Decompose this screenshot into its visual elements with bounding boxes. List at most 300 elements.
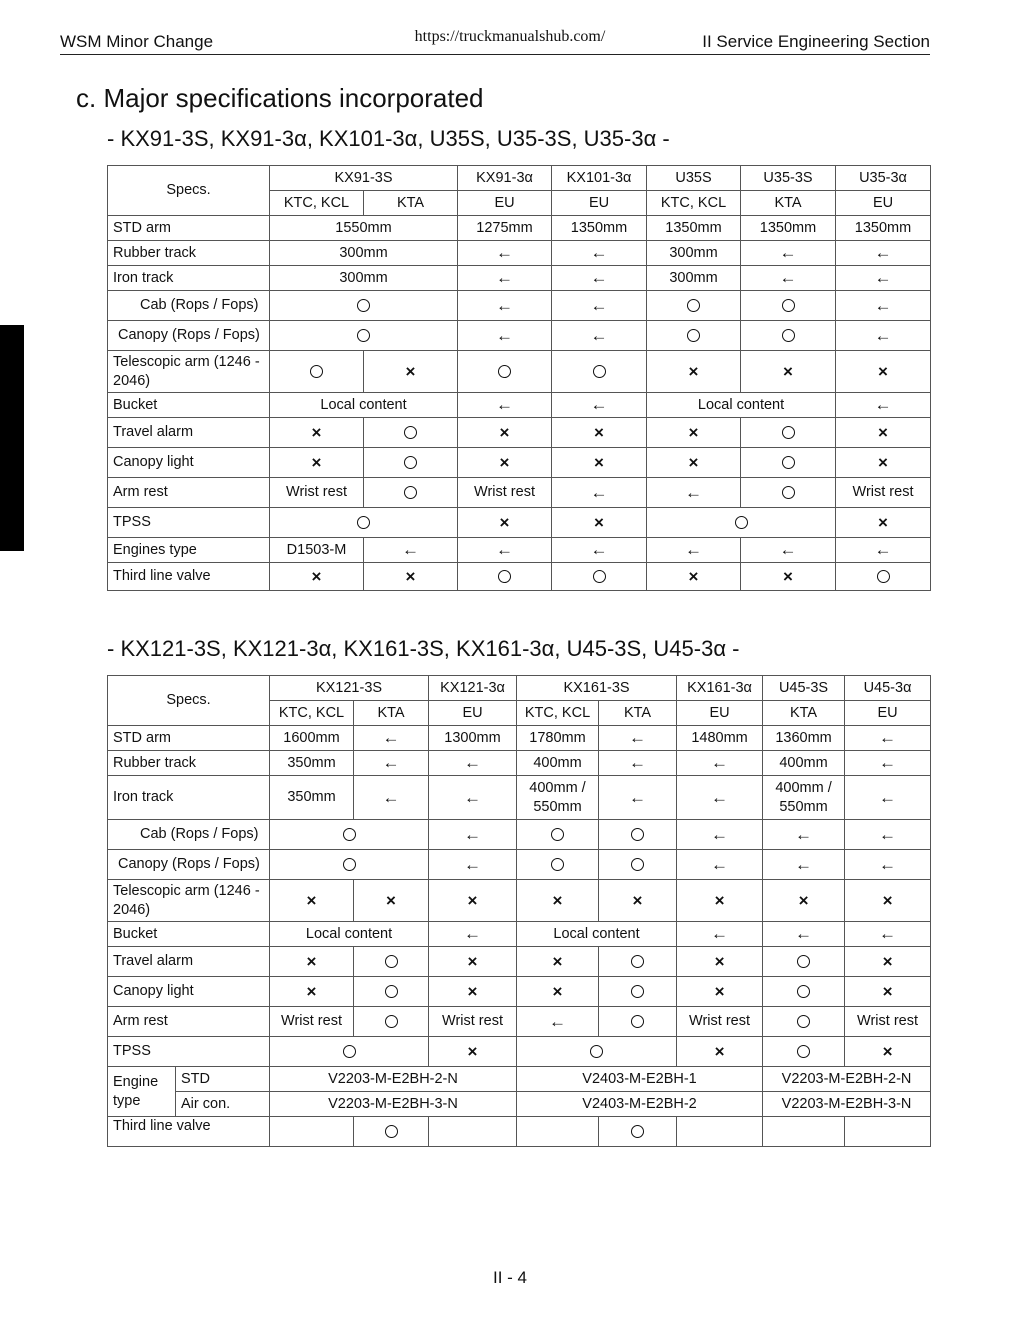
cross-icon: × — [688, 452, 699, 472]
arrow-left-icon: ← — [629, 787, 647, 807]
same-as-left-cell — [677, 850, 763, 880]
circle-cell — [763, 977, 845, 1007]
cross-icon: × — [783, 566, 793, 586]
arrow-left-icon: ← — [711, 854, 729, 874]
same-as-left-cell — [836, 241, 931, 266]
region-header: KTC, KCL — [517, 701, 599, 726]
region-header: EU — [836, 191, 931, 216]
arrow-left-icon: ← — [874, 243, 892, 263]
header-left-text: WSM Minor Change — [60, 32, 214, 51]
same-as-left-cell — [364, 538, 458, 563]
region-header: EU — [677, 701, 763, 726]
same-as-left-cell — [429, 922, 517, 947]
table-row — [108, 776, 931, 820]
circle-icon — [593, 365, 606, 378]
engine-model: V2403-M-E2BH-1 — [517, 1067, 763, 1092]
cross-icon: × — [714, 951, 725, 971]
arrow-left-icon: ← — [590, 540, 608, 560]
circle-icon — [782, 486, 795, 499]
spec-value: 300mm — [647, 266, 741, 291]
cross-icon: × — [467, 1041, 478, 1061]
circle-icon — [593, 570, 606, 583]
region-header: KTA — [763, 701, 845, 726]
table-row — [108, 241, 931, 266]
table2-subtitle: - KX121-3S, KX121-3α, KX161-3S, KX161-3α, U45-3S, U45-3α - — [107, 636, 740, 661]
cross-icon: × — [499, 452, 510, 472]
table-row — [108, 1007, 931, 1037]
cross-icon: × — [311, 452, 322, 472]
same-as-left-cell — [552, 393, 647, 418]
circle-cell — [741, 321, 836, 351]
spec-value: Wrist rest — [836, 478, 931, 508]
engine-type-label: Engine type — [108, 1067, 176, 1117]
engine-sub-label: Air con. — [176, 1092, 270, 1117]
table-row — [108, 1117, 931, 1147]
cross-icon: × — [467, 890, 478, 910]
engine-sub-label: STD — [176, 1067, 270, 1092]
same-as-left-cell — [517, 1007, 599, 1037]
same-as-left-cell — [845, 776, 931, 820]
cross-icon: × — [688, 566, 699, 586]
row-label: Third line valve — [108, 563, 270, 591]
spec-value: 1550mm — [270, 216, 458, 241]
cross-cell — [429, 947, 517, 977]
table-row — [108, 1037, 931, 1067]
same-as-left-cell — [845, 922, 931, 947]
same-as-left-cell — [836, 266, 931, 291]
cross-icon: × — [882, 890, 893, 910]
circle-icon — [782, 456, 795, 469]
cross-icon: × — [878, 512, 888, 532]
cross-cell — [270, 947, 354, 977]
circle-cell — [270, 351, 364, 393]
circle-icon — [590, 1045, 603, 1058]
table-row — [108, 977, 931, 1007]
table-row — [108, 448, 931, 478]
circle-cell — [517, 1037, 677, 1067]
circle-cell — [599, 1117, 677, 1147]
row-label: Canopy (Rops / Fops) — [108, 850, 270, 880]
same-as-left-cell — [458, 393, 552, 418]
cross-cell — [552, 508, 647, 538]
engine-row-aircon — [108, 1092, 931, 1117]
row-label: Bucket — [108, 922, 270, 947]
model-header: KX91-3α — [458, 166, 552, 191]
same-as-left-cell — [845, 850, 931, 880]
arrow-left-icon: ← — [874, 395, 892, 415]
row-label: Iron track — [108, 776, 270, 820]
arrow-left-icon: ← — [711, 924, 729, 944]
row-label: Iron track — [108, 266, 270, 291]
row-label: Canopy (Rops / Fops) — [108, 321, 270, 351]
spec-value: 1300mm — [429, 726, 517, 751]
spec-value: 400mm — [517, 751, 599, 776]
cross-cell — [458, 448, 552, 478]
same-as-left-cell — [458, 241, 552, 266]
cross-icon: × — [594, 422, 604, 442]
model-header-row — [108, 166, 931, 191]
section-tab-marker — [0, 325, 24, 551]
arrow-left-icon: ← — [711, 753, 729, 773]
arrow-left-icon: ← — [496, 295, 514, 315]
arrow-left-icon: ← — [464, 753, 482, 773]
specs-header: Specs. — [108, 166, 270, 216]
circle-cell — [552, 351, 647, 393]
cross-icon: × — [594, 452, 604, 472]
arrow-left-icon: ← — [496, 325, 514, 345]
same-as-left-cell — [458, 538, 552, 563]
circle-icon — [797, 1015, 810, 1028]
circle-icon — [631, 985, 644, 998]
cross-cell — [458, 508, 552, 538]
circle-cell — [599, 850, 677, 880]
arrow-left-icon: ← — [874, 295, 892, 315]
cross-icon: × — [552, 981, 563, 1001]
circle-cell — [741, 478, 836, 508]
circle-icon — [404, 486, 417, 499]
circle-icon — [551, 858, 564, 871]
same-as-left-cell — [836, 291, 931, 321]
table-row — [108, 478, 931, 508]
arrow-left-icon: ← — [464, 924, 482, 944]
empty-cell — [677, 1117, 763, 1147]
circle-icon — [687, 329, 700, 342]
region-header: EU — [458, 191, 552, 216]
same-as-left-cell — [458, 321, 552, 351]
circle-cell — [270, 321, 458, 351]
cross-icon: × — [499, 512, 510, 532]
circle-cell — [270, 850, 429, 880]
cross-icon: × — [878, 361, 888, 381]
table-row — [108, 508, 931, 538]
region-header: EU — [552, 191, 647, 216]
circle-cell — [741, 291, 836, 321]
row-label: Arm rest — [108, 478, 270, 508]
cross-cell — [741, 563, 836, 591]
circle-cell — [763, 1007, 845, 1037]
cross-icon: × — [306, 951, 317, 971]
cross-cell — [677, 1037, 763, 1067]
region-header: KTC, KCL — [647, 191, 741, 216]
arrow-left-icon: ← — [590, 243, 608, 263]
same-as-left-cell — [677, 751, 763, 776]
region-header: EU — [429, 701, 517, 726]
cross-cell — [677, 880, 763, 922]
arrow-left-icon: ← — [879, 787, 897, 807]
table-row — [108, 291, 931, 321]
same-as-left-cell — [354, 751, 429, 776]
circle-cell — [354, 1007, 429, 1037]
cross-icon: × — [882, 981, 893, 1001]
table-row — [108, 321, 931, 351]
circle-icon — [631, 1015, 644, 1028]
empty-cell — [270, 1117, 354, 1147]
circle-cell — [458, 563, 552, 591]
same-as-left-cell — [458, 266, 552, 291]
row-label: Cab (Rops / Fops) — [108, 291, 270, 321]
cross-icon: × — [306, 890, 317, 910]
cross-cell — [517, 880, 599, 922]
cross-cell — [270, 977, 354, 1007]
table-row — [108, 418, 931, 448]
circle-cell — [517, 820, 599, 850]
circle-icon — [877, 570, 890, 583]
row-label: Bucket — [108, 393, 270, 418]
same-as-left-cell — [599, 726, 677, 751]
circle-icon — [687, 299, 700, 312]
spec-value: 1600mm — [270, 726, 354, 751]
circle-icon — [797, 985, 810, 998]
arrow-left-icon: ← — [879, 753, 897, 773]
arrow-left-icon: ← — [685, 482, 703, 502]
cross-icon: × — [882, 1041, 893, 1061]
same-as-left-cell — [552, 291, 647, 321]
arrow-left-icon: ← — [711, 787, 729, 807]
model-header-row — [108, 676, 931, 701]
cross-cell — [836, 418, 931, 448]
empty-cell — [517, 1117, 599, 1147]
spec-value: 1350mm — [552, 216, 647, 241]
row-label: TPSS — [108, 508, 270, 538]
cross-cell — [677, 977, 763, 1007]
row-label: Canopy light — [108, 977, 270, 1007]
same-as-left-cell — [458, 291, 552, 321]
table-row — [108, 351, 931, 393]
table-row — [108, 820, 931, 850]
cross-icon: × — [688, 422, 699, 442]
row-label: Rubber track — [108, 751, 270, 776]
circle-cell — [741, 448, 836, 478]
spec-value: Local content — [647, 393, 836, 418]
row-label: Telescopic arm (1246 - 2046) — [108, 351, 270, 393]
circle-icon — [631, 858, 644, 871]
row-label: STD arm — [108, 216, 270, 241]
circle-icon — [343, 828, 356, 841]
engine-row-std — [108, 1067, 931, 1092]
model-header: U45-3S — [763, 676, 845, 701]
circle-cell — [552, 563, 647, 591]
same-as-left-cell — [599, 751, 677, 776]
page-title: c. Major specifications incorporated — [76, 83, 484, 113]
circle-icon — [631, 828, 644, 841]
cross-icon: × — [632, 890, 643, 910]
same-as-left-cell — [354, 776, 429, 820]
cross-cell — [647, 351, 741, 393]
table1-subtitle: - KX91-3S, KX91-3α, KX101-3α, U35S, U35-3S, U35-3α - — [107, 126, 670, 151]
table-row — [108, 726, 931, 751]
circle-icon — [782, 299, 795, 312]
empty-cell — [429, 1117, 517, 1147]
cross-cell — [741, 351, 836, 393]
engine-model: V2203-M-E2BH-3-N — [270, 1092, 517, 1117]
cross-icon: × — [306, 981, 317, 1001]
cross-icon: × — [594, 512, 604, 532]
same-as-left-cell — [845, 751, 931, 776]
same-as-left-cell — [552, 241, 647, 266]
circle-icon — [498, 365, 511, 378]
cross-cell — [552, 418, 647, 448]
cross-icon: × — [386, 890, 396, 910]
arrow-left-icon: ← — [496, 540, 514, 560]
table-row — [108, 393, 931, 418]
table-row — [108, 880, 931, 922]
spec-value: Wrist rest — [458, 478, 552, 508]
header-url-link[interactable]: https://truckmanualshub.com/ — [414, 28, 606, 45]
cross-cell — [458, 418, 552, 448]
region-header: KTC, KCL — [270, 701, 354, 726]
circle-cell — [364, 418, 458, 448]
engine-model: V2203-M-E2BH-2-N — [270, 1067, 517, 1092]
arrow-left-icon: ← — [779, 268, 797, 288]
model-header: KX101-3α — [552, 166, 647, 191]
row-label: Cab (Rops / Fops) — [108, 820, 270, 850]
arrow-left-icon: ← — [382, 728, 400, 748]
arrow-left-icon: ← — [779, 243, 797, 263]
row-label: Telescopic arm (1246 - 2046) — [108, 880, 270, 922]
spec-value: D1503-M — [270, 538, 364, 563]
row-label: TPSS — [108, 1037, 270, 1067]
same-as-left-cell — [429, 820, 517, 850]
row-label: Travel alarm — [108, 947, 270, 977]
cross-cell — [647, 448, 741, 478]
same-as-left-cell — [354, 726, 429, 751]
circle-cell — [599, 977, 677, 1007]
circle-icon — [310, 365, 323, 378]
model-header: U45-3α — [845, 676, 931, 701]
same-as-left-cell — [836, 538, 931, 563]
row-label: Travel alarm — [108, 418, 270, 448]
cross-cell — [763, 880, 845, 922]
same-as-left-cell — [763, 820, 845, 850]
spec-value: Wrist rest — [270, 1007, 354, 1037]
arrow-left-icon: ← — [629, 728, 647, 748]
circle-icon — [735, 516, 748, 529]
circle-icon — [357, 329, 370, 342]
empty-cell — [845, 1117, 931, 1147]
spec-value: Wrist rest — [270, 478, 364, 508]
circle-icon — [797, 955, 810, 968]
cross-icon: × — [552, 890, 563, 910]
same-as-left-cell — [741, 538, 836, 563]
cross-cell — [429, 977, 517, 1007]
spec-value: Local content — [517, 922, 677, 947]
cross-cell — [845, 880, 931, 922]
circle-icon — [385, 955, 398, 968]
same-as-left-cell — [836, 321, 931, 351]
circle-cell — [364, 478, 458, 508]
same-as-left-cell — [647, 478, 741, 508]
region-header: KTC, KCL — [270, 191, 364, 216]
circle-cell — [354, 977, 429, 1007]
circle-cell — [741, 418, 836, 448]
region-header: EU — [845, 701, 931, 726]
spec-value: 1480mm — [677, 726, 763, 751]
arrow-left-icon: ← — [874, 268, 892, 288]
circle-cell — [270, 508, 458, 538]
arrow-left-icon: ← — [590, 295, 608, 315]
spec-value: 300mm — [647, 241, 741, 266]
circle-icon — [631, 1125, 644, 1138]
spec-value: 1275mm — [458, 216, 552, 241]
circle-cell — [458, 351, 552, 393]
arrow-left-icon: ← — [496, 395, 514, 415]
spec-value: 350mm — [270, 776, 354, 820]
circle-cell — [270, 820, 429, 850]
cross-icon: × — [467, 951, 478, 971]
cross-cell — [270, 418, 364, 448]
circle-icon — [551, 828, 564, 841]
arrow-left-icon: ← — [464, 824, 482, 844]
circle-icon — [343, 858, 356, 871]
spec-value: Wrist rest — [429, 1007, 517, 1037]
table-row — [108, 563, 931, 591]
same-as-left-cell — [763, 922, 845, 947]
engine-model: V2203-M-E2BH-2-N — [763, 1067, 931, 1092]
circle-icon — [385, 1015, 398, 1028]
cross-cell — [599, 880, 677, 922]
engine-model: V2403-M-E2BH-2 — [517, 1092, 763, 1117]
circle-cell — [364, 448, 458, 478]
arrow-left-icon: ← — [590, 395, 608, 415]
circle-icon — [797, 1045, 810, 1058]
spec-table-2 — [107, 675, 931, 1147]
cross-icon: × — [798, 890, 809, 910]
model-header: KX121-3α — [429, 676, 517, 701]
cross-cell — [677, 947, 763, 977]
spec-table-1 — [107, 165, 931, 591]
cross-cell — [517, 947, 599, 977]
cross-icon: × — [783, 361, 793, 381]
spec-value: 1350mm — [836, 216, 931, 241]
circle-cell — [599, 820, 677, 850]
cross-icon: × — [405, 361, 416, 381]
cross-cell — [270, 563, 364, 591]
circle-icon — [404, 426, 417, 439]
spec-value: 1350mm — [741, 216, 836, 241]
cross-icon: × — [714, 981, 725, 1001]
same-as-left-cell — [429, 751, 517, 776]
arrow-left-icon: ← — [874, 540, 892, 560]
circle-icon — [343, 1045, 356, 1058]
circle-icon — [385, 1125, 398, 1138]
circle-icon — [404, 456, 417, 469]
row-label: Canopy light — [108, 448, 270, 478]
spec-value: 1780mm — [517, 726, 599, 751]
cross-icon: × — [878, 452, 888, 472]
region-header: KTA — [599, 701, 677, 726]
table-row — [108, 922, 931, 947]
arrow-left-icon: ← — [795, 854, 813, 874]
cross-cell — [270, 880, 354, 922]
circle-cell — [836, 563, 931, 591]
cross-icon: × — [714, 1041, 725, 1061]
region-header: KTA — [364, 191, 458, 216]
table-row — [108, 266, 931, 291]
row-label: STD arm — [108, 726, 270, 751]
table-row — [108, 947, 931, 977]
cross-icon: × — [311, 422, 322, 442]
spec-value: Wrist rest — [677, 1007, 763, 1037]
cross-cell — [845, 1037, 931, 1067]
arrow-left-icon: ← — [874, 325, 892, 345]
arrow-left-icon: ← — [879, 728, 897, 748]
cross-cell — [845, 977, 931, 1007]
arrow-left-icon: ← — [795, 924, 813, 944]
circle-icon — [357, 516, 370, 529]
arrow-left-icon: ← — [629, 753, 647, 773]
specs-header: Specs. — [108, 676, 270, 726]
cross-cell — [364, 351, 458, 393]
